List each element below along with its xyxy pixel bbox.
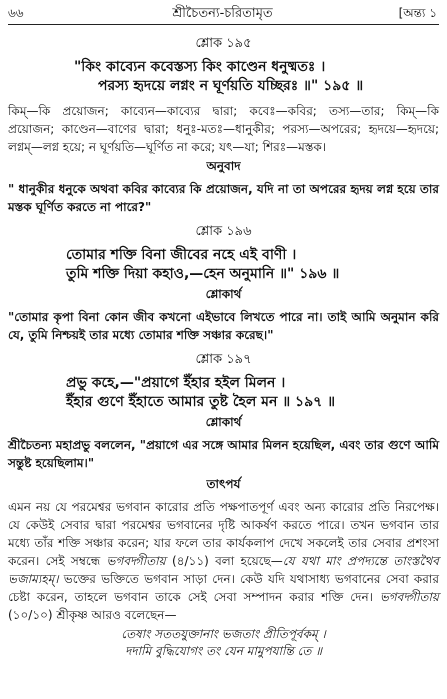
book-title: শ্রীচৈতন্য-চরিতামৃত bbox=[172, 6, 273, 21]
word-meanings: কিম্—কি প্রয়োজন; কাব্যেন—কাব্যের দ্বারা; কবেঃ—কবির; তস্য—তার; কিম্—কি প্রয়োজন; কাণ্ডেন—বাণের দ্বারা; ধনুঃ-মতঃ—ধানুকীর; পরস্য—অপরের; হৃদয়ে—হৃদয়ে; লগ্নম্—লগ্ন হয়ে; ন ঘূর্ণয়তি—ঘূর্ণিত না করে; যৎ—যা; শিরঃ—মস্তক। bbox=[8, 104, 439, 154]
scripture-reference: ভগবদ্গীতায় bbox=[379, 590, 439, 604]
shloka-195-title: শ্লোক ১৯৫ bbox=[195, 36, 252, 51]
verse-line: ইঁহার গুণে ইঁহাতে আমার তুষ্ট হৈল মন ॥ ১৯৭ ॥ bbox=[66, 394, 336, 410]
closing-verse-line: দদামি বুদ্ধিযোগং তং যেন মামুপযান্তি তে ॥ bbox=[124, 644, 323, 658]
closing-verse bbox=[8, 626, 439, 660]
purport-segment: ভক্তের ভক্তিতে ভগবান সাড়া দেন। কেউ যদি যথাসাধ্য ভগবানের সেবা করার চেষ্টা করেন, তাহলে ভগবান তাকে সেই সেবা সম্পাদন করার শক্তি দেন। bbox=[8, 572, 439, 604]
page-number: ৬৬ bbox=[8, 6, 24, 20]
translation-label: অনুবাদ bbox=[206, 159, 241, 173]
verse-line: পরস্য হৃদয়ে লগ্নং ন ঘূর্ণয়তি যচ্ছিরঃ ॥" ১৯৫ ॥ bbox=[98, 78, 364, 94]
shloka-196-title: শ্লোক ১৯৬ bbox=[195, 224, 252, 239]
header-rule bbox=[8, 24, 439, 25]
page-content bbox=[8, 30, 439, 660]
verse-line: প্রভু কহে,—"প্রয়াগে ইঁহার হইল মিলন । bbox=[66, 375, 286, 391]
meaning-label: শ্লোকার্থ bbox=[205, 287, 242, 301]
purport-segment: (৪/১১) বলা হয়েছে— bbox=[165, 554, 283, 568]
shloka-195-verse bbox=[8, 58, 439, 96]
verse-line: তুমি শক্তি দিয়া কহাও,—হেন অনুমানি ॥" ১৯৬ ॥ bbox=[66, 266, 340, 282]
shloka-196-verse bbox=[8, 246, 439, 284]
meaning-text: "তোমার কৃপা বিনা কোন জীব কখনো এইভাবে লিখতে পারে না। তাই আমি অনুমান করি যে, তুমি নিশ্চয়ই তার মধ্যে তোমার শক্তি সঞ্চার করেছ।" bbox=[8, 310, 439, 342]
shloka-197-verse bbox=[8, 374, 439, 412]
purport-label: তাৎপর্য bbox=[206, 477, 241, 491]
scripture-quote: যে যথা মাং প্রপদ্যন্তে তাংস্তথৈব ভজাম্যহম্। bbox=[8, 554, 439, 586]
closing-verse-line: তেষাং সততযুক্তানাং ভজতাং প্রীতিপূর্বকম্ । bbox=[121, 627, 326, 641]
scripture-reference: ভগবদ্গীতায় bbox=[106, 554, 166, 568]
verse-line: তোমার শক্তি বিনা জীবের নহে এই বাণী । bbox=[66, 247, 297, 263]
verse-line: "কিং কাব্যেন কবেস্তস্য কিং কাণ্ডেন ধনুষ্মতঃ । bbox=[74, 59, 326, 75]
chapter-indicator: [অন্ত্য ১ bbox=[398, 6, 437, 20]
shloka-197-title: শ্লোক ১৯৭ bbox=[195, 352, 252, 367]
page-header bbox=[8, 2, 437, 24]
purport-segment: এমন নয় যে পরমেশ্বর ভগবান কারোর প্রতি পক্ষপাতপূর্ণ এবং অন্য কারোর প্রতি নিরপেক্ষ। যে কেউই সেবার দ্বারা পরমেশ্বর ভগবানের দৃষ্টি আকর্ষণ করতে পারে। তখন ভগবান তার মধ্যে তাঁর শক্তি সঞ্চার করেন; যার ফলে তার কার্যকলাপ দেখে সকলেই তার সেবার প্রশংসা করেন। সেই সম্বন্ধে bbox=[8, 500, 439, 568]
meaning-text: শ্রীচৈতন্য মহাপ্রভু বললেন, "প্রয়াগে এর সঙ্গে আমার মিলন হয়েছিল, এবং তার গুণে আমি সন্তুষ্ট হয়েছিলাম।" bbox=[8, 438, 439, 470]
purport-text bbox=[8, 498, 439, 624]
translation-text: " ধানুকীর ধনুকে অথবা কবির কাব্যের কি প্রয়োজন, যদি না তা অপরের হৃদয় লগ্ন হয়ে তার মস্তক ঘূর্ণিত করতে না পারে?" bbox=[8, 182, 439, 214]
meaning-label: শ্লোকার্থ bbox=[205, 415, 242, 429]
purport-segment: (১০/১০) শ্রীকৃষ্ণ আরও বলেছেন— bbox=[8, 608, 177, 622]
